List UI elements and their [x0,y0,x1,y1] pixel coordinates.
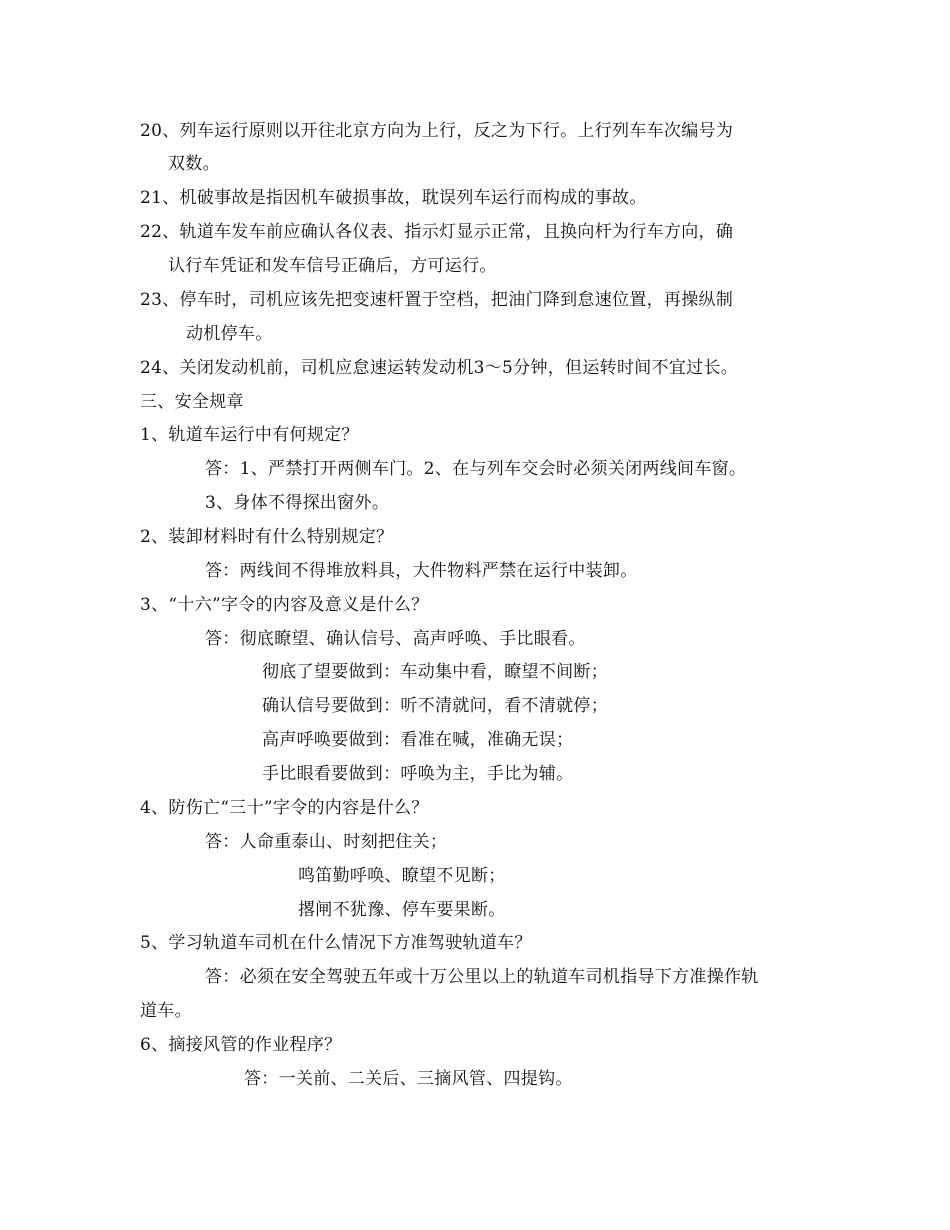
answer-2: 答：两线间不得堆放料具，大件物料严禁在运行中装卸。 [205,561,638,581]
question-4: 4、防伤亡“三十”字令的内容是什么？ [140,798,429,818]
answer-4-line-1: 答：人命重泰山、时刻把住关； [205,832,448,852]
answer-4-line-2: 鸣笛勤呼唤、瞭望不见断； [298,866,506,886]
item-23-line-2: 动机停车。 [186,324,273,344]
item-20-line-2: 双数。 [168,154,220,174]
question-6: 6、摘接风管的作业程序？ [140,1035,342,1055]
answer-5-line-2: 道车。 [140,1001,192,1021]
item-22-line-1: 22、轨道车发车前应确认各仪表、指示灯显示正常，且换向杆为行车方向，确 [140,222,734,242]
answer-3-line-4: 高声呼唤要做到：看准在喊，准确无误； [262,730,574,750]
item-20-line-1: 20、列车运行原则以开往北京方向为上行，反之为下行。上行列车车次编号为 [140,121,734,141]
question-3: 3、“十六”字令的内容及意义是什么？ [140,595,429,615]
question-1: 1、轨道车运行中有何规定？ [140,425,359,445]
answer-3-line-5: 手比眼看要做到：呼唤为主，手比为辅。 [262,764,574,784]
answer-5-line-1: 答：必须在安全驾驶五年或十万公里以上的轨道车司机指导下方准操作轨 [205,967,759,987]
section-heading: 三、安全规章 [140,392,244,412]
item-24-line: 24、关闭发动机前，司机应怠速运转发动机3～5分钟，但运转时间不宜过长。 [140,358,739,378]
item-22-line-2: 认行车凭证和发车信号正确后，方可运行。 [168,256,497,276]
answer-6: 答：一关前、二关后、三摘风管、四提钩。 [244,1069,573,1089]
answer-3-line-2: 彻底了望要做到：车动集中看，瞭望不间断； [262,662,608,682]
answer-4-line-3: 撂闸不犹豫、停车要果断。 [298,900,506,920]
question-5: 5、学习轨道车司机在什么情况下方准驾驶轨道车？ [140,933,532,953]
answer-1-line-1: 答：1、严禁打开两侧车门。2、在与列车交会时必须关闭两线间车窗。 [205,459,747,479]
answer-3-line-1: 答：彻底瞭望、确认信号、高声呼唤、手比眼看。 [205,629,586,649]
item-23-line-1: 23、停车时，司机应该先把变速杆置于空档，把油门降到怠速位置，再操纵制 [140,290,734,310]
answer-1-line-2: 3、身体不得探出窗外。 [205,493,390,513]
item-21-line: 21、机破事故是指因机车破损事故，耽误列车运行而构成的事故。 [140,188,647,208]
answer-3-line-3: 确认信号要做到：听不清就问，看不清就停； [262,696,608,716]
question-2: 2、装卸材料时有什么特别规定？ [140,527,394,547]
